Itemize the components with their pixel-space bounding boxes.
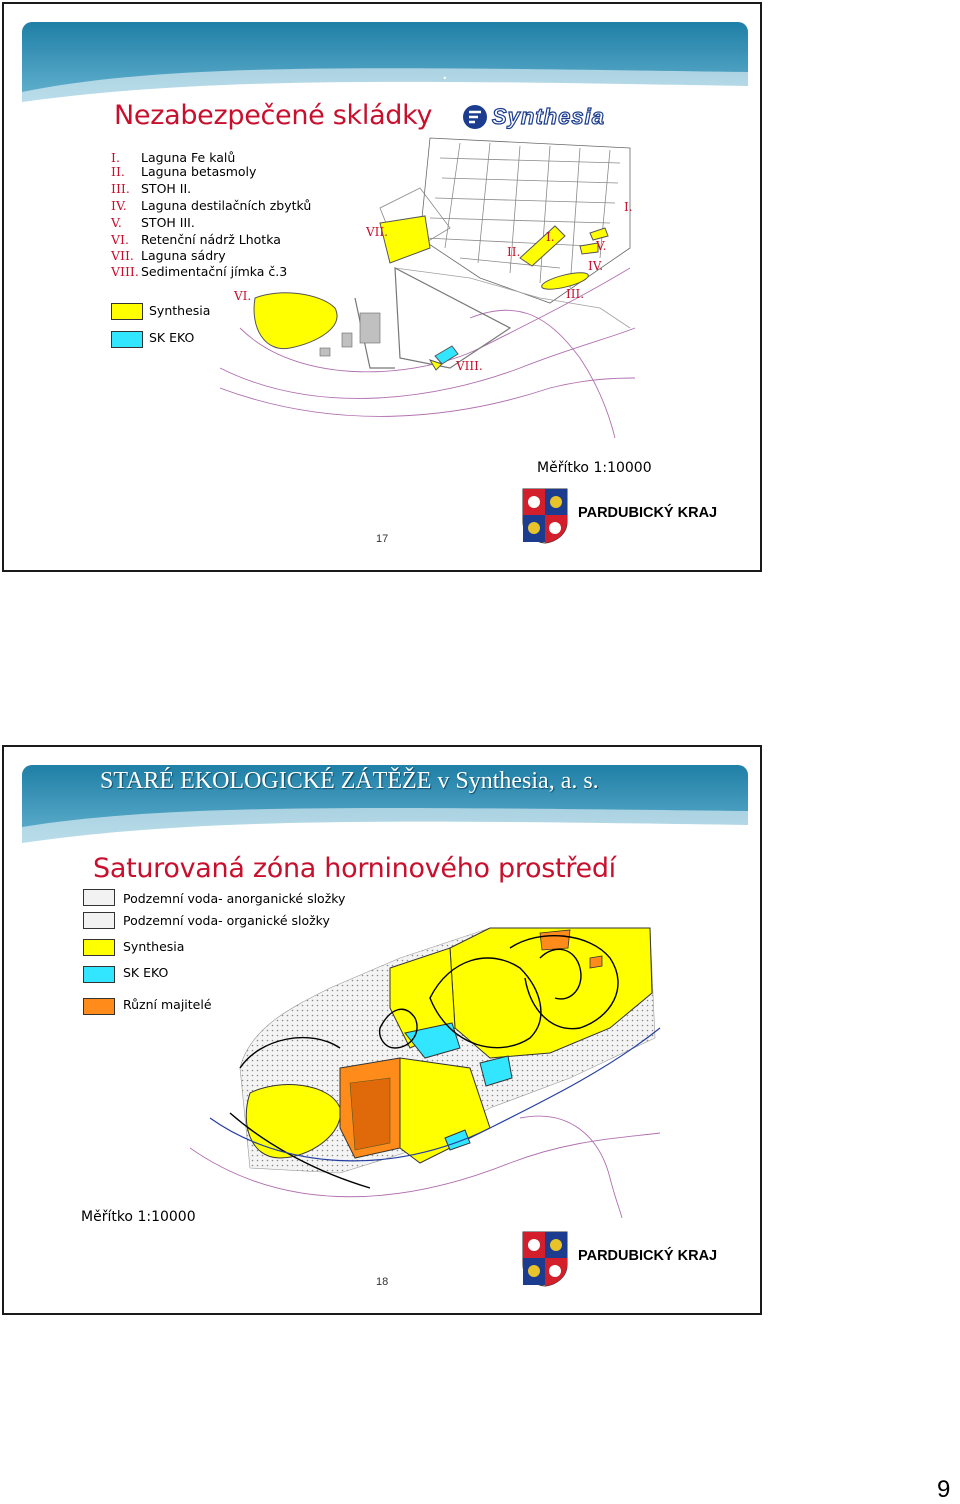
legend-row: II. Laguna betasmoly <box>111 164 257 179</box>
map-scale: Měřítko 1:10000 <box>81 1209 196 1225</box>
slide-header: STARÉ EKOLOGICKÉ ZÁTĚŽE v Synthesia, a. s. <box>100 768 599 794</box>
swatch-synthesia <box>83 939 115 956</box>
map-label: I. <box>624 200 633 214</box>
swatch-label: Synthesia <box>123 939 185 954</box>
slide-page-number: 17 <box>376 533 389 545</box>
slide-title: Nezabezpečené skládky <box>114 100 433 131</box>
map-label: VII. <box>366 225 388 239</box>
swatch-skeko <box>83 966 115 983</box>
map-label: I. <box>546 230 555 244</box>
slide-title: Saturovaná zóna horninového prostředí <box>93 853 616 884</box>
swatch-label: SK EKO <box>149 330 195 345</box>
synthesia-logo-icon <box>462 104 488 130</box>
legend-row: III. STOH II. <box>111 181 192 196</box>
map-label: VIII. <box>456 359 483 373</box>
map-scale: Měřítko 1:10000 <box>537 460 652 476</box>
document-page-number: 9 <box>937 1476 951 1503</box>
swatch-organic <box>83 912 115 929</box>
pardubice-coat-of-arms-icon <box>522 488 568 544</box>
banner-dot: . <box>442 62 448 84</box>
swatch-various-owners <box>83 998 115 1015</box>
swatch-skeko <box>111 331 143 348</box>
swatch-synthesia <box>111 303 143 320</box>
swatch-label: SK EKO <box>123 965 169 980</box>
map-label: III. <box>566 287 585 301</box>
swatch-inorganic <box>83 889 115 906</box>
synthesia-logo-text: Synthesia <box>492 104 605 129</box>
swatch-label: Synthesia <box>149 303 211 318</box>
map-label: IV. <box>588 259 604 273</box>
saturated-zone-map <box>190 918 662 1218</box>
pardubice-coat-of-arms-icon <box>522 1231 568 1287</box>
pardubicky-kraj-label: PARDUBICKÝ KRAJ <box>578 1248 718 1264</box>
legend-row: I. Laguna Fe kalů <box>111 150 236 165</box>
swatch-label: Podzemní voda- organické složky <box>123 913 330 928</box>
legend-row: VI. Retenční nádrž Lhotka <box>111 232 281 247</box>
legend-row: VIII. Sedimentační jímka č.3 <box>111 264 288 279</box>
legend-row: IV. Laguna destilačních zbytků <box>111 198 312 213</box>
swatch-label: Podzemní voda- anorganické složky <box>123 891 346 906</box>
legend-row: VII. Laguna sádry <box>111 248 226 263</box>
slide-page-number: 18 <box>376 1276 389 1288</box>
pardubicky-kraj-label: PARDUBICKÝ KRAJ <box>578 505 718 521</box>
map-label: II. <box>507 245 521 259</box>
map-label: V. <box>596 239 607 253</box>
swatch-label: Různí majitelé <box>123 997 212 1012</box>
map-label: VI. <box>234 289 252 303</box>
landfill-map <box>220 128 640 443</box>
legend-row: V. STOH III. <box>111 215 195 230</box>
